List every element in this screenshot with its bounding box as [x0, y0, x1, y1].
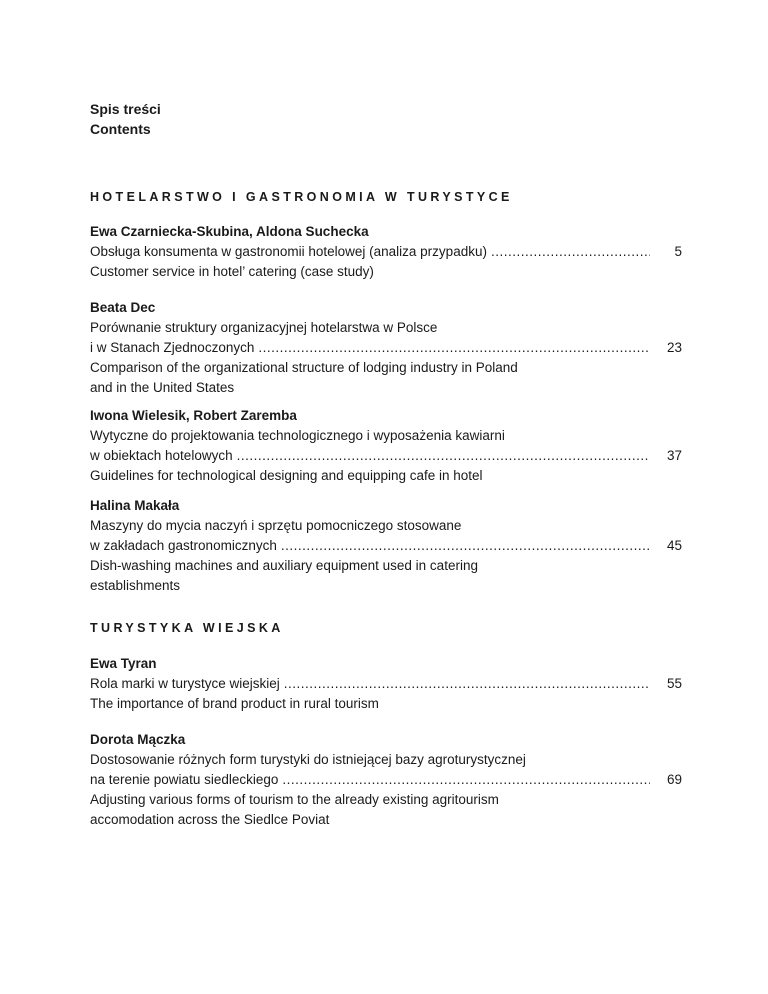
entry-title-en: accomodation across the Siedlce Poviat: [90, 812, 330, 827]
entry-title-pl-line: [90, 242, 682, 262]
dot-leader: [491, 242, 650, 262]
entry-page-number: 37: [666, 448, 682, 463]
entry-author: Dorota Mączka: [90, 732, 186, 747]
toc-title-en: Contents: [90, 121, 151, 137]
entry-title-pl: Rola marki w turystyce wiejskiej: [90, 676, 280, 691]
toc-entry[interactable]: [90, 406, 682, 486]
entry-title-pl-line: [90, 446, 682, 466]
entry-title-en: establishments: [90, 578, 181, 593]
entry-page-number: 45: [666, 538, 682, 553]
entry-author: Beata Dec: [90, 300, 156, 315]
toc-entry[interactable]: [90, 730, 682, 830]
entry-title-en: Comparison of the organizational structure of lodging industry in Poland: [90, 360, 518, 375]
entry-title-pl: na terenie powiatu siedleckiego: [90, 772, 279, 787]
toc-entry[interactable]: [90, 298, 682, 398]
entry-title-pl: Wytyczne do projektowania technologicznego i wyposażenia kawiarni: [90, 428, 505, 443]
entry-page-number: 55: [666, 676, 682, 691]
entry-page-number: 69: [666, 772, 682, 787]
dot-leader: [284, 674, 650, 694]
entry-page-number: 5: [674, 244, 682, 259]
entry-title-pl: Obsługa konsumenta w gastronomii hotelowej (analiza przypadku): [90, 244, 487, 259]
toc-heading: [90, 99, 161, 139]
entry-title-en: Adjusting various forms of tourism to the already existing agritourism: [90, 792, 499, 807]
entry-title-pl: w obiektach hotelowych: [90, 448, 233, 463]
entry-author: Halina Makała: [90, 498, 180, 513]
entry-author: Ewa Czarniecka-Skubina, Aldona Suchecka: [90, 224, 369, 239]
dot-leader: [281, 536, 650, 556]
entry-title-en: and in the United States: [90, 380, 235, 395]
entry-title-pl-line: [90, 674, 682, 694]
entry-title-pl-line: [90, 770, 682, 790]
entry-page-number: 23: [666, 340, 682, 355]
dot-leader: [258, 338, 650, 358]
entry-author: Ewa Tyran: [90, 656, 157, 671]
section-title-turystyka-wiejska: TURYSTYKA WIEJSKA: [90, 621, 284, 635]
toc-entry[interactable]: [90, 222, 682, 282]
toc-title-pl: Spis treści: [90, 101, 161, 117]
section-title-hotelarstwo: HOTELARSTWO I GASTRONOMIA W TURYSTYCE: [90, 190, 513, 204]
entry-title-pl: Maszyny do mycia naczyń i sprzętu pomocniczego stosowane: [90, 518, 462, 533]
entry-title-en: Customer service in hotel’ catering (case study): [90, 264, 374, 279]
entry-title-pl: i w Stanach Zjednoczonych: [90, 340, 255, 355]
entry-title-en: The importance of brand product in rural tourism: [90, 696, 379, 711]
entry-title-pl: Porównanie struktury organizacyjnej hotelarstwa w Polsce: [90, 320, 438, 335]
toc-entry[interactable]: [90, 654, 682, 714]
entry-title-pl: w zakładach gastronomicznych: [90, 538, 277, 553]
entry-author: Iwona Wielesik, Robert Zaremba: [90, 408, 297, 423]
entry-title-en: Guidelines for technological designing and equipping cafe in hotel: [90, 468, 483, 483]
toc-entry[interactable]: [90, 496, 682, 596]
entry-title-pl-line: [90, 338, 682, 358]
entry-title-pl: Dostosowanie różnych form turystyki do istniejącej bazy agroturystycznej: [90, 752, 526, 767]
dot-leader: [237, 446, 650, 466]
entry-title-pl-line: [90, 536, 682, 556]
dot-leader: [282, 770, 650, 790]
entry-title-en: Dish-washing machines and auxiliary equipment used in catering: [90, 558, 478, 573]
